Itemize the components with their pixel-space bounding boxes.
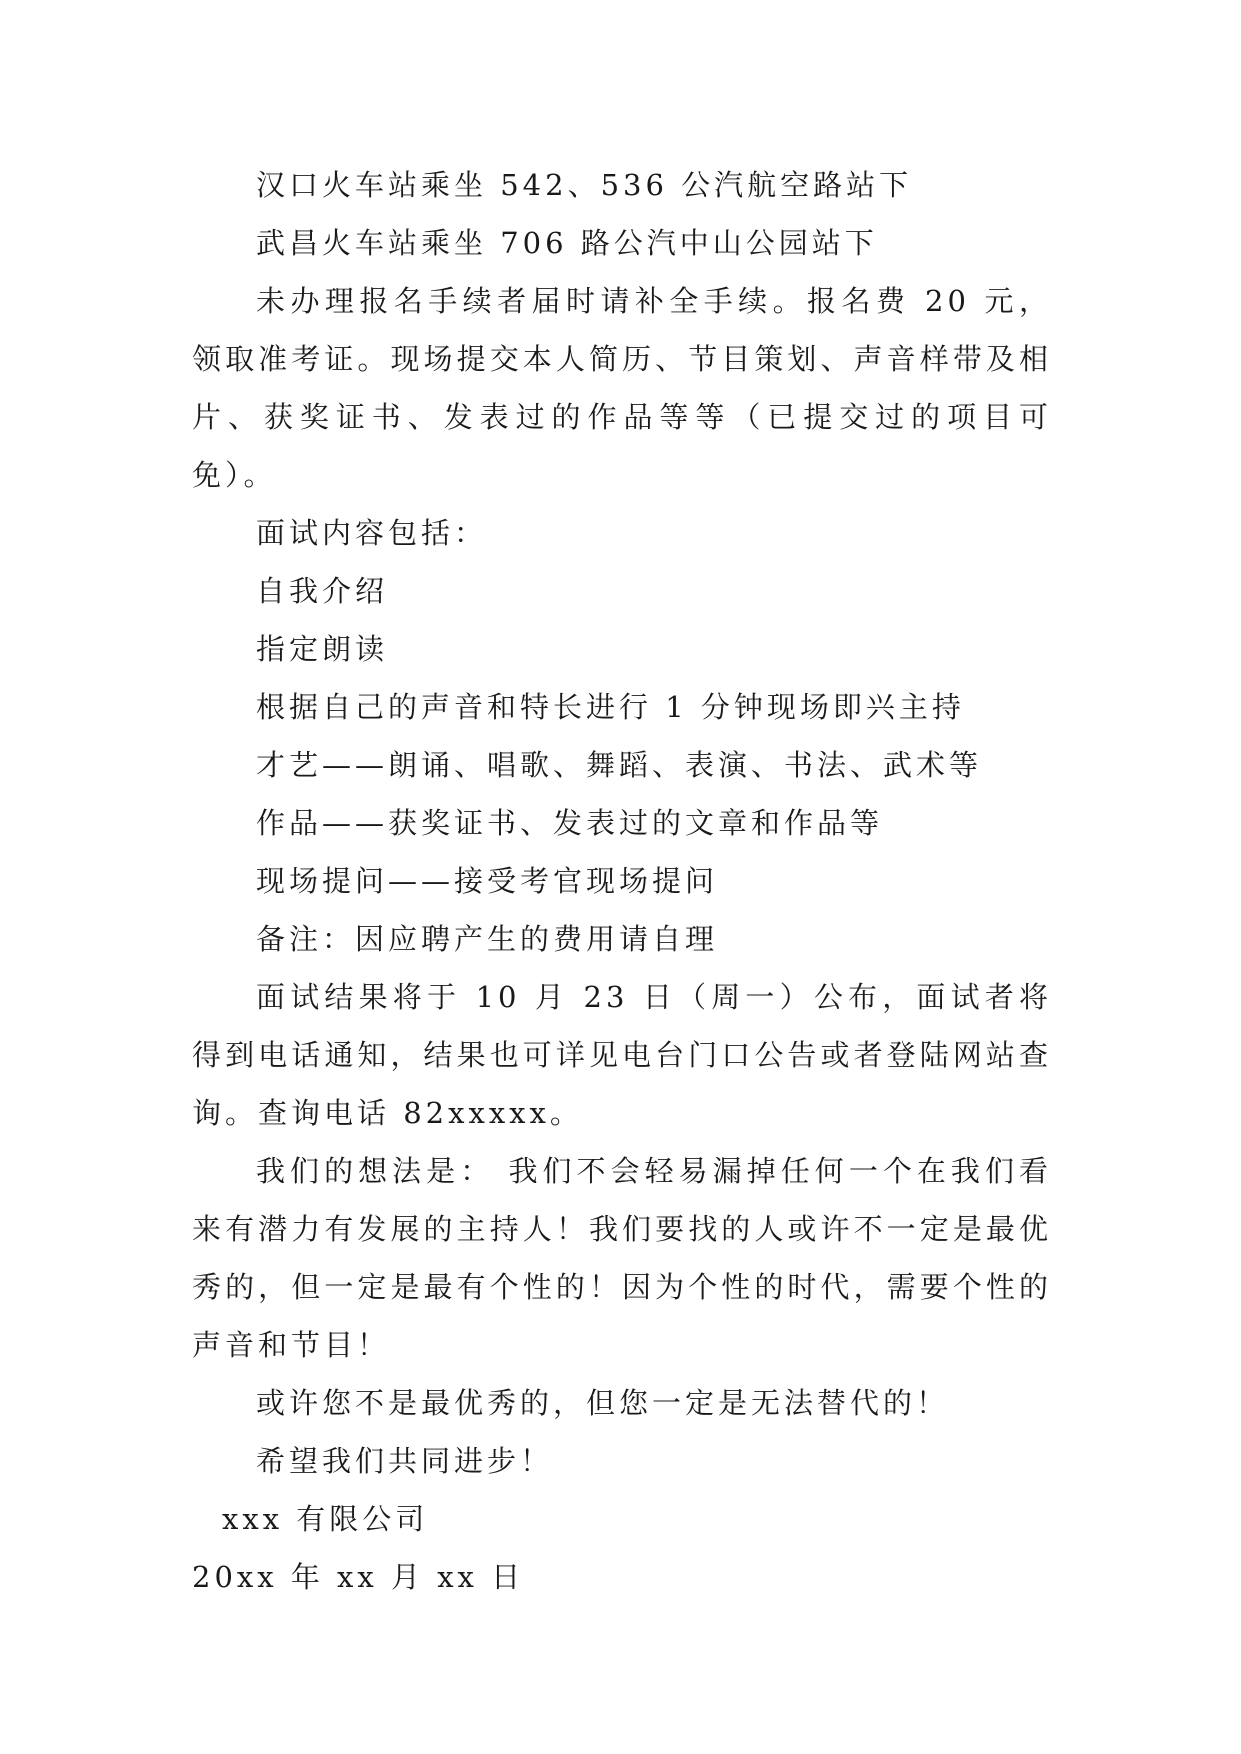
list-item-improv-hosting: 根据自己的声音和特长进行 1 分钟现场即兴主持 <box>256 690 965 724</box>
paragraph-interview-heading: 面试内容包括： <box>256 516 488 550</box>
paragraph-note: 备注：因应聘产生的费用请自理 <box>256 922 719 956</box>
list-item-reading: 指定朗读 <box>256 632 389 666</box>
signature-date: 20xx 年 xx 月 xx 日 <box>192 1560 525 1594</box>
list-item-questions: 现场提问——接受考官现场提问 <box>256 864 719 898</box>
paragraph-results: 面试结果将于 10 月 23 日（周一）公布，面试者将得到电话通知，结果也可详见电台门口公告或者登陆网站查询。查询电话 82xxxxx。 <box>192 980 1052 1130</box>
signature-company: xxx 有限公司 <box>222 1502 429 1536</box>
paragraph-philosophy: 我们的想法是： 我们不会轻易漏掉任何一个在我们看来有潜力有发展的主持人！我们要找的人或许不一定是最优秀的，但一定是最有个性的！因为个性的时代，需要个性的声音和节目！ <box>192 1154 1052 1362</box>
paragraph-wuchang-route: 武昌火车站乘坐 706 路公汽中山公园站下 <box>256 226 878 260</box>
list-item-works: 作品——获奖证书、发表过的文章和作品等 <box>256 806 884 840</box>
list-item-self-intro: 自我介绍 <box>256 574 389 608</box>
list-item-talent: 才艺——朗诵、唱歌、舞蹈、表演、书法、武术等 <box>256 748 983 782</box>
paragraph-registration: 未办理报名手续者届时请补全手续。报名费 20 元，领取准考证。现场提交本人简历、节目策划、声音样带及相片、获奖证书、发表过的作品等等（已提交过的项目可免）。 <box>192 284 1052 492</box>
paragraph-closing: 希望我们共同进步！ <box>256 1444 554 1478</box>
paragraph-irreplaceable: 或许您不是最优秀的，但您一定是无法替代的！ <box>256 1386 950 1420</box>
document-body <box>192 156 1052 1606</box>
paragraph-hankou-route: 汉口火车站乘坐 542、536 公汽航空路站下 <box>256 168 913 202</box>
